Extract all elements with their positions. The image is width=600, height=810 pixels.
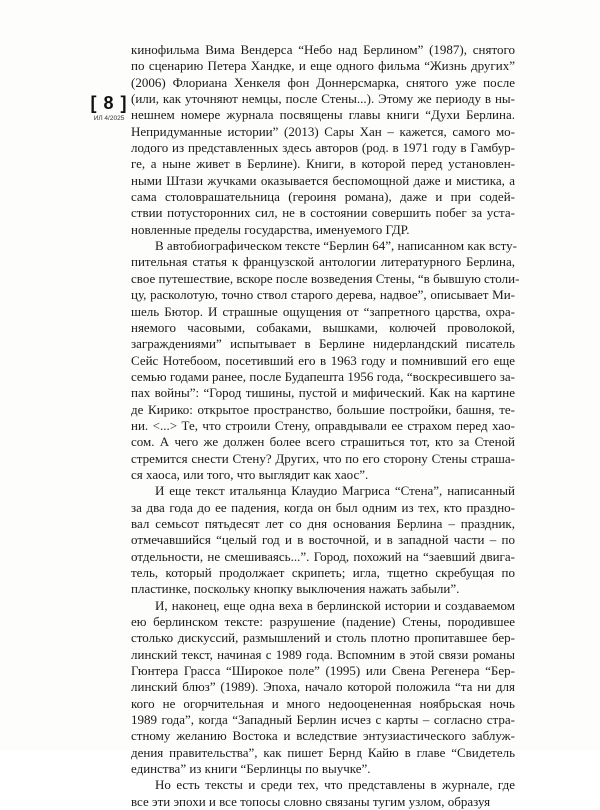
text-line: линский блюз” (1989). Эпоха, начало которой положила “та ни для xyxy=(131,679,515,695)
text-line: шель Бютор. И страшные ощущения от “запретного царства, охра- xyxy=(131,303,515,319)
page-marker xyxy=(88,93,130,122)
text-line: Но есть тексты и среди тех, что представлены в журнале, где xyxy=(155,777,515,793)
text-line: нешнем номере журнала посвящены главы книги “Духи Берлина. xyxy=(131,107,515,123)
text-line: ею берлинском тексте: разрушение (падение) Стены, породившее xyxy=(131,614,515,630)
text-line: отдельности, не смешиваясь...”. Город, похожий на “заевший двига- xyxy=(131,548,515,564)
text-line: ге, а ныне живет в Берлине). Книги, в которой перед установлен- xyxy=(131,156,515,172)
text-line: кинофильма Вима Вендерса “Небо над Берлином” (1987), снятого xyxy=(131,42,515,57)
text-line: сама столоврашательница (героиня романа), даже и при содей- xyxy=(131,189,515,205)
text-line: семью годами ранее, после Будапешта 1956 года, “воскресившего за- xyxy=(131,368,515,384)
text-line: линский текст, начиная с 1989 года. Вспомним в этой связи романы xyxy=(131,646,515,662)
text-line: сом. А чего же должен более всего страшиться тот, кто за Стеной xyxy=(131,434,515,450)
text-line: за два года до ее падения, когда он был одним из тех, кто праздно- xyxy=(131,499,515,515)
paragraph xyxy=(131,238,520,483)
text-line: ни. <...> Те, что строили Стену, оправдывали ее страхом перед хао- xyxy=(131,417,515,433)
article-text xyxy=(131,42,520,810)
page-number: [ 8 ] xyxy=(90,93,128,113)
text-line: пах войны”: “Город тишины, пустой и мифический. Как на картине xyxy=(131,385,515,401)
text-line: ся хаоса, или того, что выглядит как хаос”. xyxy=(131,466,369,482)
text-line: И еще текст итальянца Клаудио Магриса “Стена”, написанный xyxy=(155,483,515,499)
text-line: свое путешествие, вскоре после возведения Стены, “в бывшую столи- xyxy=(131,270,520,286)
text-line: ными Штази жучками оказывается беспомощной даже и мистика, а xyxy=(131,172,515,188)
text-line: 1989 года”, когда “Западный Берлин исчез с карты – согласно стра- xyxy=(131,712,515,728)
paragraph xyxy=(131,483,515,597)
text-line: пластинке, поскольку кнопку выключения нажать забыли”. xyxy=(131,581,460,597)
text-line: няемого часовыми, собаками, вышками, колючей проволокой, xyxy=(131,319,515,335)
paragraph xyxy=(131,42,515,238)
text-line: стному желанию Востока и вследствие энтузиастического заблуж- xyxy=(131,728,515,744)
text-line: все эти эпохи и все топосы словно связаны тугим узлом, образуя xyxy=(131,793,491,809)
text-line: кого не огорчительная и многo недооцененная ноябрьская ночь xyxy=(131,695,515,711)
text-line: новленные пределы государства, именуемого ГДР. xyxy=(131,221,410,237)
text-line: тель, который продолжает скрипеть; игла, тщетно скребущая по xyxy=(131,565,515,580)
text-line: Сейс Нотебоом, посетивший его в 1963 году и помнивший его еще xyxy=(131,352,515,368)
text-line: де Кирико: открытое пространство, большие постройки, башня, те- xyxy=(131,401,515,417)
text-line: отмечавшийся “целый год и в восточной, и в западной части – по xyxy=(131,532,515,548)
text-line: ствии потусторонних сил, не в состоянии совершить побег за уста- xyxy=(131,205,515,221)
text-line: И, наконец, еще одна веха в берлинской истории и создаваемом xyxy=(155,597,515,613)
text-line: пительная статья к французской антологии литературного Берлина, xyxy=(131,254,515,270)
text-line: столько дискуссий, размышлений и столь плотно пропитавшее бер- xyxy=(131,630,515,646)
text-line: вал семьсот пятьдесят лет со дня основания Берлина – праздник, xyxy=(131,515,515,531)
text-line: лодого из представленных здесь авторов (род. в 1971 году в Гамбур- xyxy=(131,140,515,156)
text-line: Непридуманные истории” (2013) Сары Хан – кажется, самого мо- xyxy=(131,123,515,139)
text-line: стремится снести Стену? Других, что по его сторону Стены страша- xyxy=(131,450,515,466)
paragraph xyxy=(131,598,515,778)
text-line: (или, как уточняют немцы, после Стены...). Этому же периоду в ны- xyxy=(131,91,515,107)
text-line: Гюнтера Грасса “Широкое поле” (1995) или Свена Регенера “Бер- xyxy=(131,663,515,679)
text-line: дения правительства”, как пишет Бернд Кайю в главе “Свидетель xyxy=(131,744,515,760)
text-line: единства” из книги “Берлинцы по выучке”. xyxy=(131,761,371,777)
text-line: по сценарию Петера Хандке, и еще одного фильма “Жизнь других” xyxy=(131,58,515,74)
text-line: цу, расколотую, точно ствол старого дерева, надвое”, описывает Ми- xyxy=(131,287,515,303)
issue-label: ИЛ 4/2025 xyxy=(93,115,125,122)
paragraph xyxy=(131,777,515,810)
text-line: заграждениями” испытывает в Берлине нидерландский писатель xyxy=(131,336,515,352)
text-line: (2006) Флориана Хенкеля фон Доннерсмарка, снятого уже после xyxy=(131,74,515,90)
text-line: В автобиографическом тексте “Берлин 64”, написанном как всту- xyxy=(155,238,517,254)
